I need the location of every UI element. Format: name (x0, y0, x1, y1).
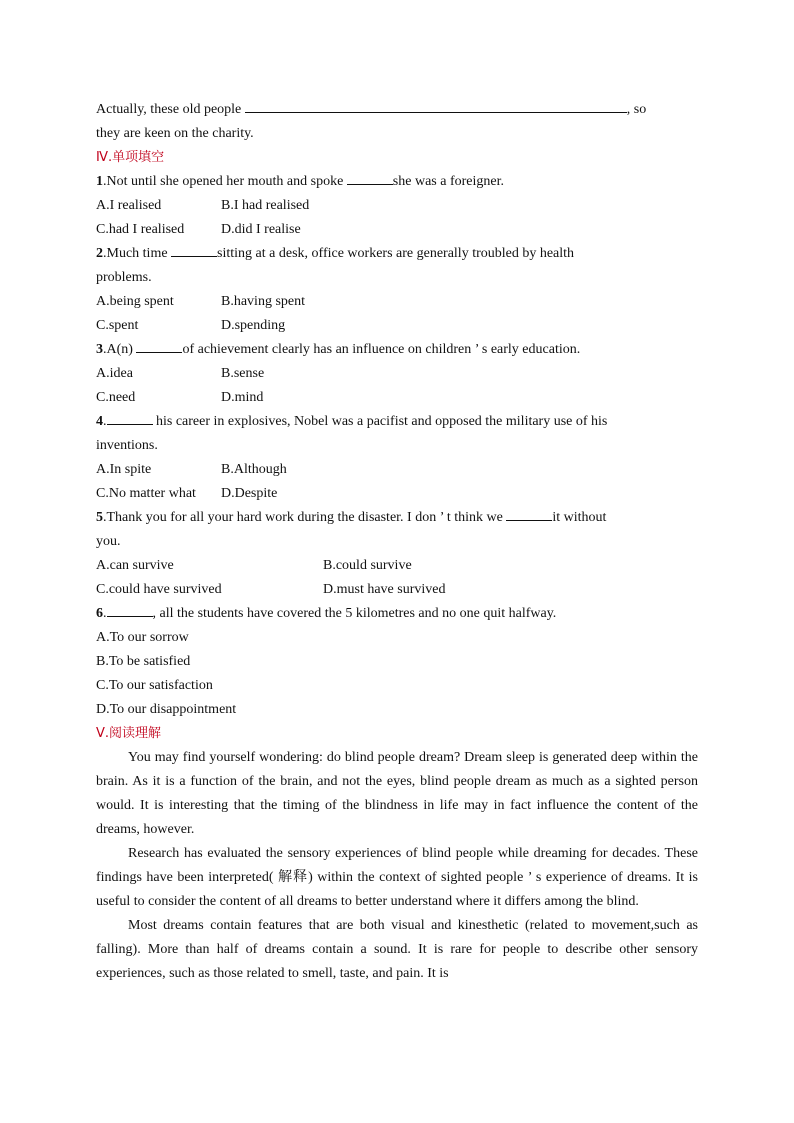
question-number: 4 (96, 414, 103, 429)
option-a[interactable]: A.idea (96, 366, 133, 381)
question-number: 1 (96, 174, 103, 189)
question-text: .Much time (103, 246, 172, 261)
option-a[interactable]: A.To our sorrow (96, 630, 189, 645)
intro-line-2: they are keen on the charity. (96, 126, 254, 141)
question-text: .Not until she opened her mouth and spoke (103, 174, 347, 189)
options-row (96, 386, 698, 410)
answer-blank[interactable] (347, 170, 393, 185)
question-1 (96, 170, 698, 194)
intro-text: Actually, these old people (96, 102, 245, 117)
document-page (96, 98, 698, 986)
question-text: sitting at a desk, office workers are generally troubled by health (217, 246, 575, 261)
option-d[interactable]: D.mind (221, 390, 264, 405)
question-number: 2 (96, 246, 103, 261)
answer-blank[interactable] (506, 506, 552, 521)
question-4 (96, 410, 698, 434)
question-continuation: problems. (96, 270, 152, 285)
question-continuation: you. (96, 534, 121, 549)
option-b[interactable]: B.I had realised (221, 198, 310, 213)
question-text: , all the students have covered the 5 kilometres and no one quit halfway. (152, 606, 557, 621)
option-d[interactable]: D.To our disappointment (96, 702, 237, 717)
option-c[interactable]: C.could have survived (96, 582, 222, 597)
question-continuation: inventions. (96, 438, 158, 453)
answer-blank[interactable] (107, 602, 153, 617)
options-row (96, 554, 698, 578)
option-b[interactable]: B.To be satisfied (96, 654, 191, 669)
option-c[interactable]: C.To our satisfaction (96, 678, 213, 693)
question-3 (96, 338, 698, 362)
options-row (96, 578, 698, 602)
options-row (96, 314, 698, 338)
question-text: it without (552, 510, 607, 525)
options-row (96, 194, 698, 218)
options-row (96, 482, 698, 506)
question-text: his career in explosives, Nobel was a pacifist and opposed the military use of his (152, 414, 608, 429)
question-number: 6 (96, 606, 103, 621)
intro-line-1 (96, 98, 698, 122)
option-d[interactable]: D.Despite (221, 486, 278, 501)
question-6 (96, 602, 698, 626)
option-a[interactable]: A.I realised (96, 198, 162, 213)
option-d[interactable]: D.did I realise (221, 222, 301, 237)
question-5 (96, 506, 698, 530)
question-text: .Thank you for all your hard work during the disaster. I don ’ t think we (103, 510, 507, 525)
question-text: .A(n) (103, 342, 137, 357)
option-b[interactable]: B.sense (221, 366, 265, 381)
answer-blank[interactable] (107, 410, 153, 425)
question-number: 3 (96, 342, 103, 357)
answer-blank[interactable] (245, 98, 627, 113)
option-d[interactable]: D.spending (221, 318, 286, 333)
option-c[interactable]: C.need (96, 390, 136, 405)
reading-paragraph-2: Research has evaluated the sensory experiences of blind people while dreaming for decades. These findings have been interpreted( 解释) within the context of sighted people ’ s experience of dreams. It is useful to consider the content of all dreams to better understand where it differs among the blind. (96, 846, 698, 909)
option-a[interactable]: A.In spite (96, 462, 152, 477)
option-a[interactable]: A.can survive (96, 558, 174, 573)
question-2 (96, 242, 698, 266)
options-row (96, 290, 698, 314)
question-text: of achievement clearly has an influence on children ’ s early education. (182, 342, 581, 357)
option-b[interactable]: B.having spent (221, 294, 305, 309)
option-c[interactable]: C.had I realised (96, 222, 185, 237)
option-c[interactable]: C.No matter what (96, 486, 196, 501)
intro-text-end: , so (626, 102, 647, 117)
option-a[interactable]: A.being spent (96, 294, 174, 309)
options-row (96, 458, 698, 482)
options-row (96, 218, 698, 242)
answer-blank[interactable] (171, 242, 217, 257)
option-d[interactable]: D.must have survived (323, 582, 446, 597)
section-4-heading: Ⅳ.单项填空 (96, 150, 165, 165)
options-row (96, 362, 698, 386)
question-text: . (103, 606, 107, 621)
option-b[interactable]: B.Although (221, 462, 287, 477)
question-text: she was a foreigner. (392, 174, 504, 189)
option-b[interactable]: B.could survive (323, 558, 412, 573)
section-5-heading: Ⅴ.阅读理解 (96, 726, 162, 741)
reading-paragraph-3: Most dreams contain features that are both visual and kinesthetic (related to movement,such as falling). More than half of dreams contain a sound. It is rare for people to describe other sensory experiences, such as those related to smell, taste, and pain. It is (96, 918, 698, 981)
option-c[interactable]: C.spent (96, 318, 139, 333)
question-text: . (103, 414, 107, 429)
question-number: 5 (96, 510, 103, 525)
reading-paragraph-1: You may find yourself wondering: do blind people dream? Dream sleep is generated deep within the brain. As it is a function of the brain, and not the eyes, blind people dream as much as a sighted person would. It is interesting that the timing of the blindness in life may in fact influence the content of the dreams, however. (96, 750, 698, 837)
answer-blank[interactable] (136, 338, 182, 353)
